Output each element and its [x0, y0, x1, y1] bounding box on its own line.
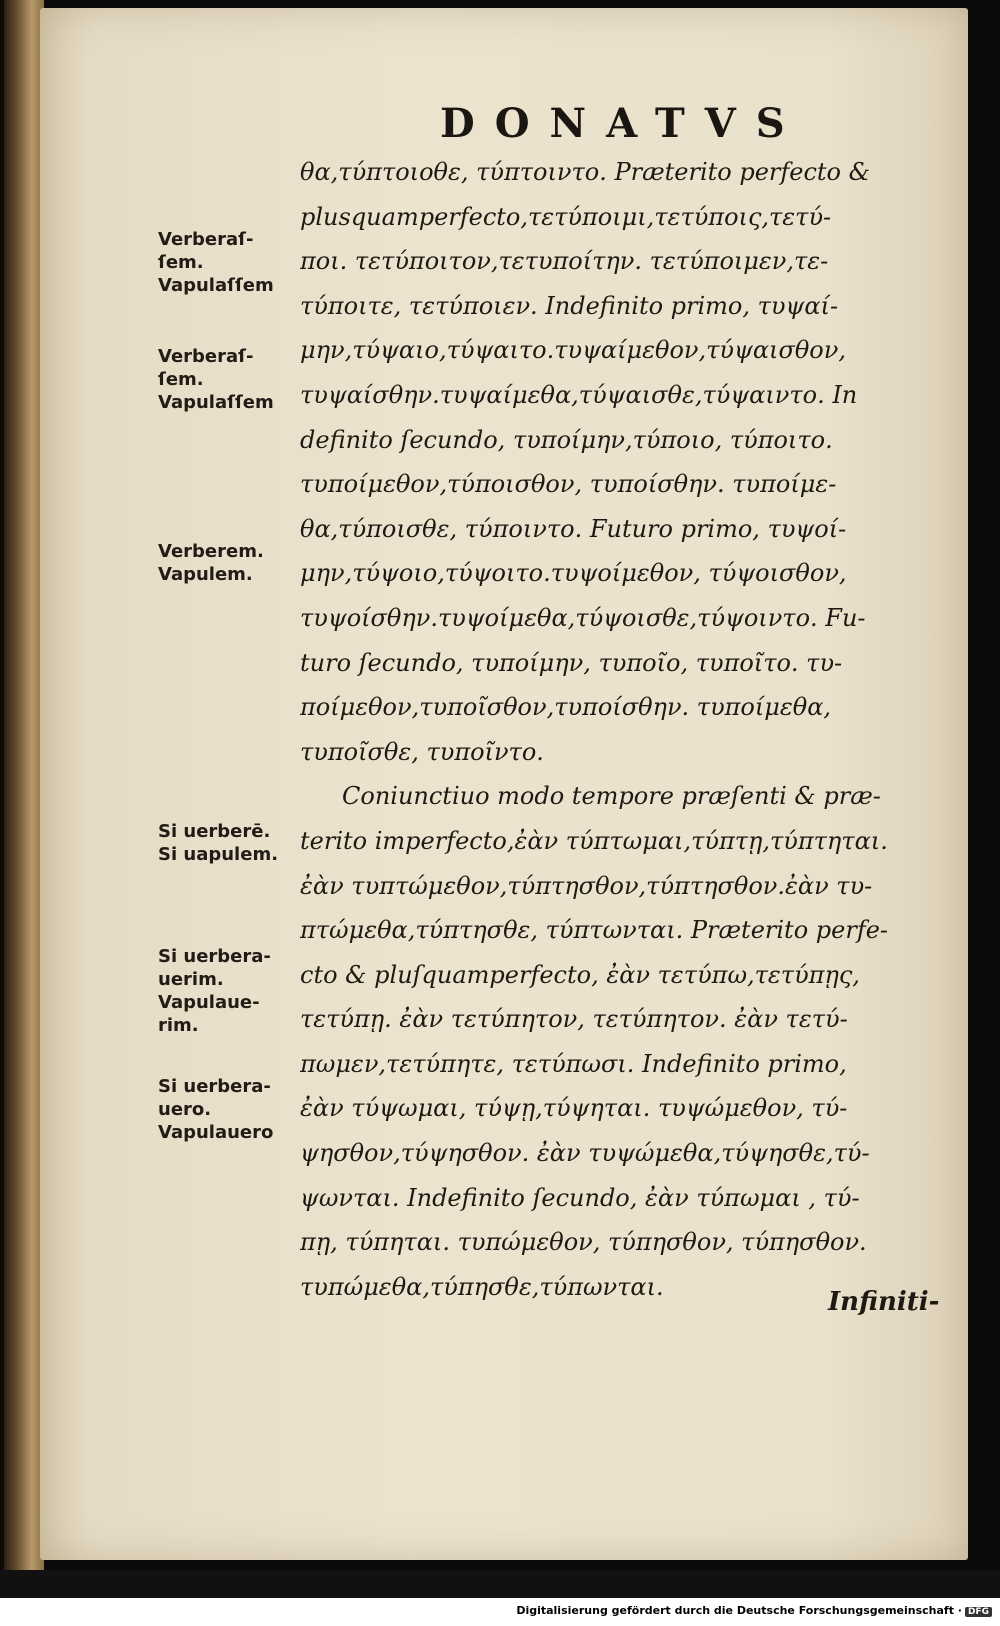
text-line: πωμεν,τετύπητε, τετύπωσι. Indefinito primo,: [300, 1049, 847, 1078]
text-line: μην,τύψαιο,τύψαιτο.τυψαίμεθον,τύψαισθον,: [300, 336, 846, 365]
text-line: τυψαίσθην.τυψαίμεθα,τύψαισθε,τύψαιντο. In: [300, 380, 858, 409]
text-line: τυψοίσθην.τυψοίμεθα,τύψοισθε,τύψοιντο. Fu-: [300, 603, 866, 632]
text-line: ψωνται. Indefinito ſecundo, ἐὰν τύπωμαι , τύ-: [300, 1183, 860, 1212]
margin-note: Verberem. Vapulem.: [158, 541, 264, 585]
text-line: τετύπῃ. ἐὰν τετύπητον, τετύπητον. ἐὰν τετύ-: [300, 1005, 848, 1034]
text-line: ψησθον,τύψησθον. ἐὰν τυψώμεθα,τύψησθε,τύ-: [300, 1139, 870, 1168]
body-text: [300, 150, 950, 1309]
digitization-footer: [516, 1604, 992, 1617]
text-line: ποι. τετύποιτον,τετυποίτην. τετύποιμεν,τε-: [300, 247, 829, 276]
dfg-logo: DFG: [965, 1607, 992, 1617]
text-line: πῃ, τύπηται. τυπώμεθον, τύπησθον, τύπησθον.: [300, 1228, 867, 1257]
text-line: ποίμεθον,τυποῖσθον,τυποίσθην. τυποίμεθα,: [300, 693, 832, 722]
text-line: μην,τύψοιο,τύψοιτο.τυψοίμεθον, τύψοισθον,: [300, 559, 847, 588]
text-line: τυποίμεθον,τύποισθον, τυποίσθην. τυποίμε-: [300, 470, 837, 499]
text-line: ἐὰν τύψωμαι, τύψῃ,τύψηται. τυψώμεθον, τύ-: [300, 1094, 848, 1123]
book-fore-edge: [4, 0, 44, 1570]
text-line: πτώμεθα,τύπτησθε, τύπτωνται. Præterito perfe-: [300, 916, 889, 945]
text-line: Coniunctiuo modo tempore præſenti & præ-: [342, 782, 881, 811]
text-line: terito imperfecto,ἐὰν τύπτωμαι,τύπτῃ,τύπτηται.: [300, 826, 888, 855]
text-line: ἐὰν τυπτώμεθον,τύπτησθον,τύπτησθον.ἐὰν τυ-: [300, 871, 873, 900]
margin-note: Si uerbera- uero. Vapulauero: [158, 1076, 274, 1143]
footer-text: Digitalisierung gefördert durch die Deutsche Forschungsgemeinschaft ·: [516, 1604, 962, 1617]
text-line: θα,τύπτοιοθε, τύπτοιντο. Præterito perfecto &: [300, 158, 870, 186]
margin-note: Verberaſ- ſem. Vapulaſſem: [158, 346, 274, 413]
running-head: DONATVS: [440, 100, 805, 147]
text-line: τυποῖσθε, τυποῖντο.: [300, 737, 544, 766]
text-line: θα,τύποισθε, τύποιντο. Futuro primo, τυψοί-: [300, 514, 847, 543]
text-line: τύποιτε, τετύποιεν. Indefinito primo, τυψαί-: [300, 291, 839, 320]
margin-note: Si uerbera- uerim. Vapulaue- rim.: [158, 946, 271, 1036]
text-line: turo ſecundo, τυποίμην, τυποῖο, τυποῖτο. τυ-: [300, 648, 843, 677]
text-line: definito ſecundo, τυποίμην,τύποιο, τύποιτο.: [300, 425, 833, 454]
text-line: cto & pluſquamperfecto, ἐὰν τετύπω,τετύπῃς,: [300, 960, 860, 989]
catchword: Infiniti-: [828, 1287, 940, 1317]
margin-note: Si uerberē. Si uapulem.: [158, 821, 279, 865]
text-line: plusquamperfecto,τετύποιμι,τετύποις,τετύ-: [300, 202, 832, 231]
scan-bottom-border: [0, 1570, 1000, 1598]
text-line: τυπώμεθα,τύπησθε,τύπωνται.: [300, 1272, 664, 1301]
margin-note: Verberaſ- ſem. Vapulaſſem: [158, 229, 274, 296]
